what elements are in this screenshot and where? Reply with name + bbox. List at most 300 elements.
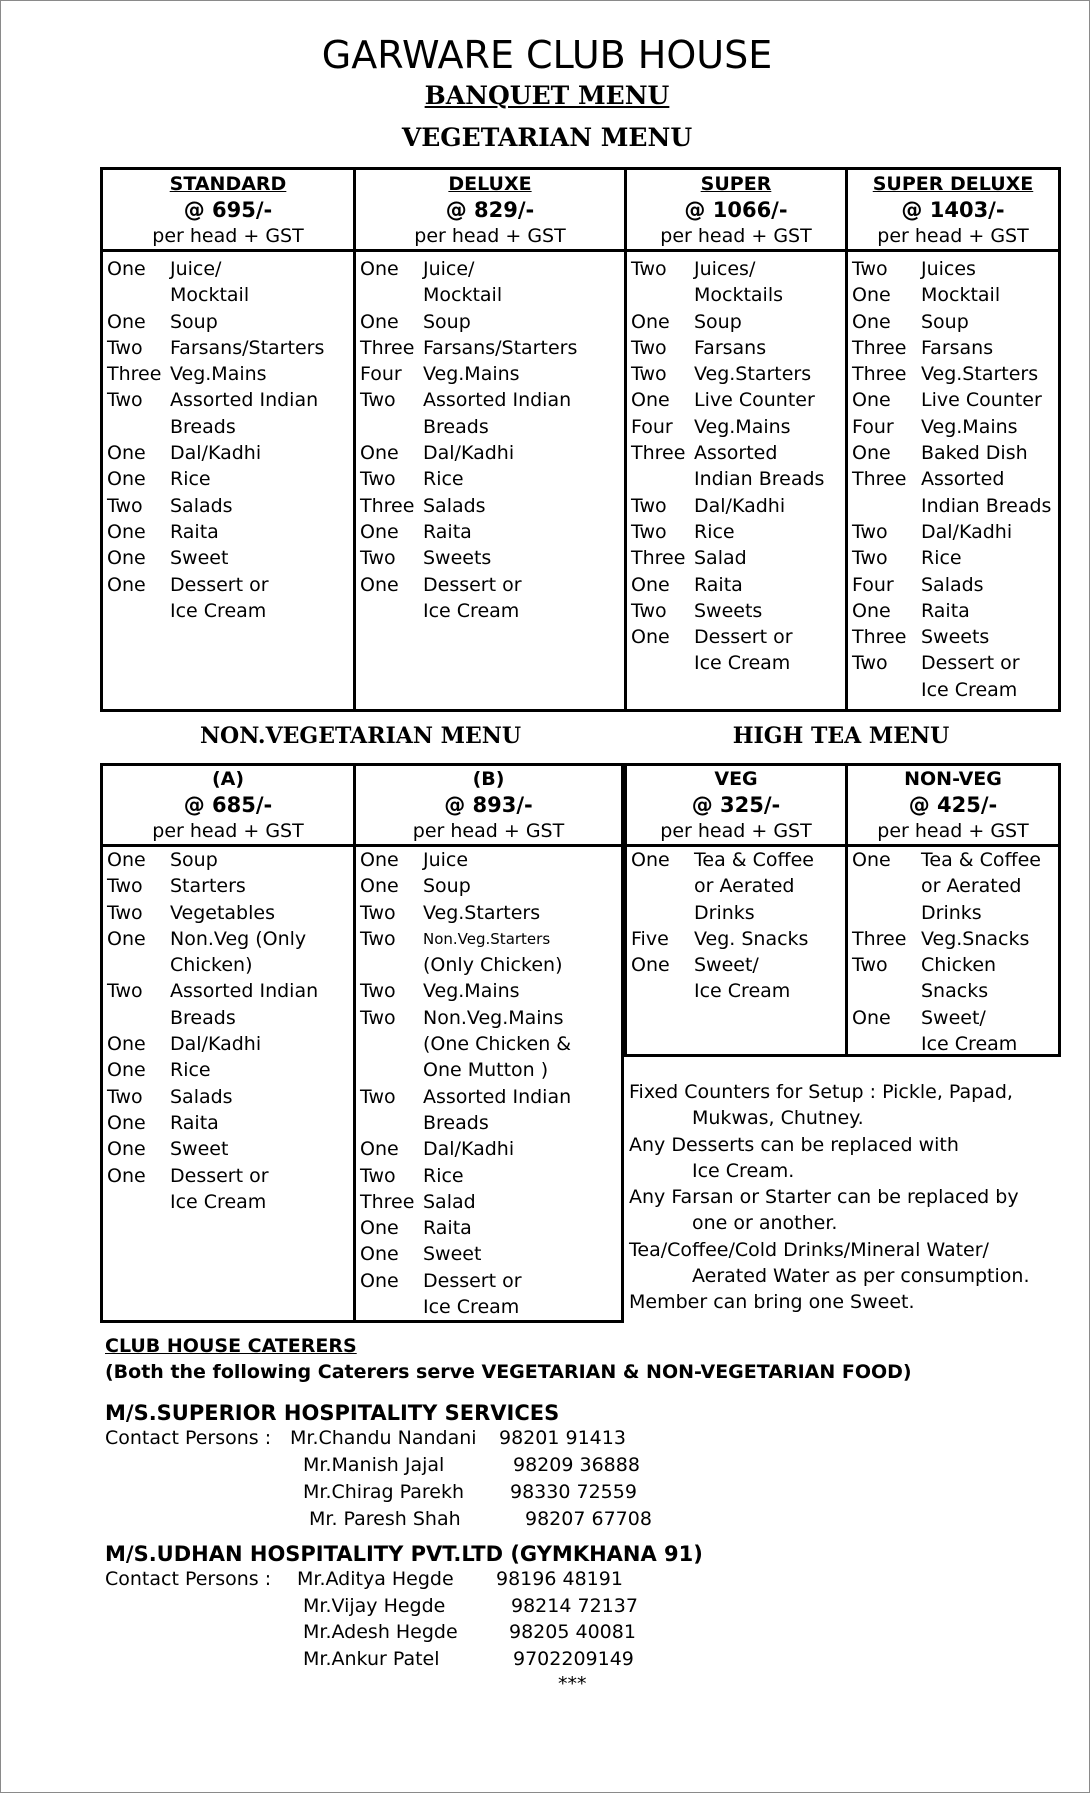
- item-name: Non.Veg.Starters: [423, 929, 551, 948]
- item-name: Dal/Kadhi: [423, 442, 515, 465]
- item-name: Farsans: [694, 336, 767, 359]
- item-name: Juice/: [170, 258, 222, 280]
- menu-item-row: [852, 545, 1058, 571]
- item-quantity: Three: [360, 494, 415, 517]
- non-vegetarian-menu-table: [100, 763, 624, 1323]
- package-items: [356, 256, 624, 624]
- menu-item-row: [852, 387, 1058, 413]
- item-name: Ice Cream: [423, 1296, 520, 1319]
- menu-item-row: [107, 466, 353, 492]
- item-quantity: Two: [631, 336, 667, 359]
- item-name: Ice Cream: [694, 652, 791, 675]
- item-quantity: [631, 900, 694, 926]
- item-quantity: One: [631, 626, 670, 649]
- item-quantity: Two: [360, 927, 396, 950]
- item-quantity: [852, 677, 921, 703]
- item-name: Dal/Kadhi: [694, 494, 786, 517]
- item-name: Ice Cream: [694, 980, 791, 1003]
- item-quantity: [852, 1031, 921, 1057]
- item-quantity: Five: [631, 927, 669, 950]
- item-name: Salad: [423, 1190, 476, 1213]
- menu-item-row: [107, 309, 353, 335]
- item-name: (Only Chicken): [423, 954, 563, 977]
- menu-item-row: [852, 650, 1058, 676]
- item-quantity: One: [107, 468, 146, 491]
- menu-item-row: [107, 361, 353, 387]
- item-quantity: Two: [360, 389, 396, 412]
- menu-item-row: [107, 519, 353, 545]
- menu-item-row: [631, 926, 845, 952]
- item-name: Sweet/: [921, 1006, 986, 1029]
- menu-item-row: [107, 1136, 353, 1162]
- item-name: Live Counter: [921, 389, 1042, 412]
- item-quantity: [631, 650, 694, 676]
- contact-name: Mr.Aditya Hegde: [297, 1568, 454, 1590]
- menu-item-row: [360, 256, 624, 282]
- item-quantity: Two: [631, 494, 667, 517]
- item-quantity: One: [852, 1006, 891, 1029]
- item-name: Breads: [423, 1111, 489, 1134]
- item-name: Rice: [694, 520, 735, 543]
- item-name: Assorted Indian: [423, 389, 572, 412]
- item-quantity: [360, 1031, 423, 1057]
- menu-item-row: [360, 952, 621, 978]
- menu-item-row: [631, 545, 845, 571]
- item-quantity: [360, 598, 423, 624]
- caterer-name: M/S.SUPERIOR HOSPITALITY SERVICES: [105, 1401, 560, 1425]
- package-price: @ 695/-: [183, 198, 273, 222]
- package-price: @ 1403/-: [901, 198, 1005, 222]
- package-per-head: per head + GST: [660, 225, 812, 247]
- menu-item-row: [360, 493, 624, 519]
- menu-item-row: [852, 847, 1058, 873]
- item-quantity: Four: [631, 415, 673, 438]
- item-name: Dal/Kadhi: [921, 520, 1013, 543]
- item-quantity: Four: [852, 573, 894, 596]
- contact-phone: 98214 72137: [511, 1595, 638, 1617]
- item-quantity: One: [360, 310, 399, 333]
- menu-item-row: [360, 1057, 621, 1083]
- item-name: Soup: [423, 875, 471, 898]
- item-name: Live Counter: [694, 389, 815, 412]
- item-name: Salads: [921, 573, 984, 596]
- item-name: Mocktail: [170, 284, 250, 307]
- item-name: Soup: [694, 310, 742, 333]
- menu-item-row: [107, 387, 353, 413]
- menu-item-row: [360, 873, 621, 899]
- menu-item-row: [360, 572, 624, 598]
- menu-item-row: [631, 519, 845, 545]
- contact-name: Mr.Manish Jajal: [303, 1454, 445, 1476]
- package-name: DELUXE: [448, 173, 532, 195]
- contact-phone: 98196 48191: [496, 1568, 623, 1590]
- item-name: Mocktail: [423, 284, 503, 307]
- item-name: or Aerated: [921, 875, 1022, 898]
- menu-item-row: [631, 440, 845, 466]
- item-quantity: Two: [107, 1085, 143, 1108]
- item-name: Farsans/Starters: [423, 336, 578, 359]
- item-name: Sweet: [423, 1243, 482, 1266]
- package-items: [356, 847, 621, 1320]
- menu-notes: [629, 1079, 1084, 1316]
- note-line: Any Desserts can be replaced with: [629, 1133, 959, 1156]
- menu-item-row: [852, 440, 1058, 466]
- menu-item-row: [360, 1031, 621, 1057]
- item-name: Juice: [423, 849, 469, 871]
- item-name: Dal/Kadhi: [170, 1033, 262, 1056]
- menu-item-row: [107, 926, 353, 952]
- menu-item-row: [107, 440, 353, 466]
- item-name: Dessert or: [694, 626, 793, 649]
- item-name: Salads: [170, 494, 233, 517]
- menu-item-row: [107, 1163, 353, 1189]
- nonveg-col-a: [103, 766, 353, 1320]
- item-name: Breads: [170, 1006, 236, 1029]
- package-name: SUPER DELUXE: [872, 173, 1034, 195]
- item-quantity: Two: [360, 547, 396, 570]
- package-per-head: per head + GST: [414, 225, 566, 247]
- item-name: Salads: [423, 494, 486, 517]
- menu-item-row: [360, 335, 624, 361]
- item-name: Veg. Snacks: [694, 927, 809, 950]
- menu-item-row: [631, 361, 845, 387]
- menu-item-row: [107, 978, 353, 1004]
- item-quantity: Three: [852, 927, 907, 950]
- item-quantity: Two: [360, 1164, 396, 1187]
- menu-item-row: [631, 282, 845, 308]
- item-name: Ice Cream: [170, 1190, 267, 1213]
- item-quantity: [107, 414, 170, 440]
- item-quantity: Two: [852, 547, 888, 570]
- package-per-head: per head + GST: [660, 820, 812, 842]
- item-name: Rice: [170, 1059, 211, 1082]
- item-name: Raita: [170, 520, 219, 543]
- contact-phone: 98330 72559: [510, 1481, 637, 1503]
- item-quantity: One: [107, 1164, 146, 1187]
- item-name: Sweets: [921, 626, 990, 649]
- item-quantity: Two: [360, 980, 396, 1003]
- veg-col-standard: [103, 170, 353, 709]
- item-quantity: Two: [852, 258, 888, 280]
- contact-name: Mr.Ankur Patel: [303, 1648, 440, 1670]
- package-items: [103, 847, 353, 1215]
- item-name: Rice: [921, 547, 962, 570]
- menu-item-row: [631, 900, 845, 926]
- item-name: Veg.Starters: [921, 363, 1039, 386]
- package-price: @ 893/-: [444, 793, 533, 817]
- item-quantity: Two: [107, 875, 143, 898]
- item-quantity: One: [360, 520, 399, 543]
- menu-item-row: [360, 1294, 621, 1320]
- contact-phone: 98207 67708: [525, 1508, 652, 1530]
- item-quantity: One: [107, 1138, 146, 1161]
- menu-item-row: [107, 1057, 353, 1083]
- package-items: [848, 847, 1058, 1057]
- item-quantity: Three: [852, 626, 907, 649]
- item-name: Farsans: [921, 336, 994, 359]
- item-name: Rice: [423, 468, 464, 491]
- item-name: Juices: [921, 258, 976, 280]
- item-quantity: [852, 873, 921, 899]
- contact-persons-label: Contact Persons :: [105, 1427, 272, 1449]
- menu-item-row: [107, 598, 353, 624]
- menu-item-row: [631, 335, 845, 361]
- item-name: Veg.Mains: [921, 415, 1018, 438]
- item-quantity: One: [631, 954, 670, 977]
- item-name: Salad: [694, 547, 747, 570]
- item-name: Dessert or: [423, 1269, 522, 1292]
- menu-item-row: [107, 873, 353, 899]
- item-name: Assorted: [921, 468, 1005, 491]
- item-quantity: One: [631, 849, 670, 871]
- menu-item-row: [360, 1215, 621, 1241]
- menu-item-row: [631, 466, 845, 492]
- menu-item-row: [360, 598, 624, 624]
- item-quantity: One: [360, 875, 399, 898]
- menu-item-row: [852, 900, 1058, 926]
- item-name: Assorted Indian: [423, 1085, 572, 1108]
- item-name: Snacks: [921, 980, 989, 1003]
- item-quantity: Two: [107, 336, 143, 359]
- menu-item-row: [107, 952, 353, 978]
- item-name: Indian Breads: [694, 468, 825, 491]
- menu-item-row: [852, 282, 1058, 308]
- item-quantity: [631, 466, 694, 492]
- item-quantity: One: [107, 310, 146, 333]
- note-line: Tea/Coffee/Cold Drinks/Mineral Water/: [629, 1238, 989, 1261]
- item-name: Drinks: [921, 901, 982, 924]
- menu-item-row: [360, 466, 624, 492]
- menu-item-row: [852, 1031, 1058, 1057]
- item-quantity: Two: [107, 901, 143, 924]
- item-quantity: [360, 414, 423, 440]
- item-quantity: One: [360, 1269, 399, 1292]
- item-name: Juice/: [423, 258, 475, 280]
- menu-item-row: [852, 677, 1058, 703]
- nonveg-col-b: [353, 766, 621, 1320]
- contact-phone: 9702209149: [513, 1648, 634, 1670]
- veg-col-deluxe: [353, 170, 624, 709]
- contact-persons-label: Contact Persons :: [105, 1568, 272, 1590]
- note-line: Mukwas, Chutney.: [692, 1107, 864, 1130]
- menu-item-row: [852, 598, 1058, 624]
- menu-item-row: [107, 545, 353, 571]
- item-name: Soup: [170, 310, 218, 333]
- item-quantity: [107, 598, 170, 624]
- package-price: @ 829/-: [445, 198, 535, 222]
- note-line: Any Farsan or Starter can be replaced by: [629, 1186, 1019, 1209]
- club-title: GARWARE CLUB HOUSE: [321, 33, 773, 77]
- menu-item-row: [631, 387, 845, 413]
- package-items: [848, 256, 1058, 703]
- caterer-name: M/S.UDHAN HOSPITALITY PVT.LTD (GYMKHANA 91): [105, 1542, 703, 1566]
- menu-item-row: [360, 414, 624, 440]
- menu-item-row: [631, 624, 845, 650]
- item-quantity: Two: [107, 389, 143, 412]
- contact-phone: 98201 91413: [499, 1427, 626, 1449]
- contact-name: Mr.Adesh Hegde: [303, 1621, 458, 1643]
- item-quantity: Three: [852, 468, 907, 491]
- item-name: Mocktail: [921, 284, 1001, 307]
- item-quantity: Three: [360, 1190, 415, 1213]
- item-quantity: [360, 282, 423, 308]
- item-quantity: One: [360, 442, 399, 465]
- item-name: Assorted Indian: [170, 389, 319, 412]
- item-name: Dessert or: [170, 573, 269, 596]
- item-quantity: One: [852, 389, 891, 412]
- menu-item-row: [107, 847, 353, 873]
- item-quantity: [852, 493, 921, 519]
- menu-item-row: [107, 1031, 353, 1057]
- item-name: Dessert or: [170, 1164, 269, 1187]
- item-name: Chicken): [170, 954, 253, 977]
- item-name: Assorted: [694, 442, 778, 465]
- item-quantity: One: [852, 849, 891, 871]
- item-quantity: Two: [852, 520, 888, 543]
- hightea-col-nonveg: [845, 766, 1058, 1054]
- item-name: Soup: [921, 310, 969, 333]
- menu-item-row: [631, 952, 845, 978]
- package-name: NON-VEG: [904, 768, 1002, 790]
- menu-item-row: [107, 572, 353, 598]
- package-price: @ 425/-: [908, 793, 998, 817]
- menu-item-row: [360, 282, 624, 308]
- item-name: Sweet/: [694, 954, 759, 977]
- item-name: Sweets: [423, 547, 492, 570]
- caterers-heading: CLUB HOUSE CATERERS: [105, 1335, 357, 1357]
- menu-item-row: [631, 650, 845, 676]
- item-quantity: One: [107, 573, 146, 596]
- menu-item-row: [852, 519, 1058, 545]
- item-quantity: One: [107, 547, 146, 570]
- menu-item-row: [852, 466, 1058, 492]
- menu-item-row: [360, 1163, 621, 1189]
- package-per-head: per head + GST: [412, 820, 565, 842]
- non-vegetarian-menu-heading: NON.VEGETARIAN MENU: [199, 723, 522, 749]
- menu-item-row: [360, 1136, 621, 1162]
- contact-phone: 98205 40081: [509, 1621, 636, 1643]
- item-quantity: Two: [360, 468, 396, 491]
- menu-item-row: [631, 598, 845, 624]
- item-name: Indian Breads: [921, 494, 1052, 517]
- item-quantity: One: [360, 573, 399, 596]
- item-quantity: Two: [852, 652, 888, 675]
- item-name: Ice Cream: [170, 599, 267, 622]
- note-line: one or another.: [692, 1212, 838, 1235]
- contact-name: Mr.Vijay Hegde: [303, 1595, 446, 1617]
- item-name: Non.Veg (Only: [170, 927, 307, 950]
- item-name: Rice: [170, 468, 211, 491]
- hightea-col-veg: [624, 766, 845, 1054]
- item-name: Dessert or: [921, 652, 1020, 675]
- menu-item-row: [107, 414, 353, 440]
- package-price: @ 685/-: [183, 793, 273, 817]
- menu-item-row: [360, 545, 624, 571]
- item-quantity: One: [107, 1033, 146, 1056]
- menu-item-row: [107, 1110, 353, 1136]
- item-name: Tea & Coffee: [694, 849, 814, 871]
- menu-item-row: [852, 256, 1058, 282]
- caterers-subheading: (Both the following Caterers serve VEGETARIAN & NON-VEGETARIAN FOOD): [105, 1361, 912, 1383]
- vegetarian-menu-table: [100, 167, 1061, 712]
- menu-item-row: [631, 572, 845, 598]
- item-name: Ice Cream: [921, 1033, 1018, 1056]
- note-line: Member can bring one Sweet.: [629, 1291, 915, 1314]
- item-quantity: Three: [107, 363, 162, 386]
- item-quantity: One: [852, 284, 891, 307]
- package-name: (B): [472, 768, 505, 790]
- contact-name: Mr.Chandu Nandani: [290, 1427, 477, 1449]
- item-quantity: One: [852, 599, 891, 622]
- menu-item-row: [107, 1005, 353, 1031]
- package-name: STANDARD: [169, 173, 287, 195]
- item-name: Raita: [423, 520, 472, 543]
- menu-item-row: [852, 572, 1058, 598]
- menu-item-row: [631, 978, 845, 1004]
- veg-col-super: [624, 170, 845, 709]
- menu-item-row: [107, 335, 353, 361]
- package-per-head: per head + GST: [877, 225, 1029, 247]
- contact-name: Mr.Chirag Parekh: [303, 1481, 465, 1503]
- package-price: @ 325/-: [691, 793, 781, 817]
- item-name: Veg.Mains: [694, 415, 791, 438]
- item-name: Drinks: [694, 901, 755, 924]
- menu-item-row: [360, 926, 621, 952]
- menu-item-row: [107, 1084, 353, 1110]
- menu-item-row: [631, 414, 845, 440]
- menu-item-row: [107, 256, 353, 282]
- item-name: Sweet: [170, 1138, 229, 1161]
- menu-item-row: [852, 952, 1058, 978]
- item-quantity: One: [631, 573, 670, 596]
- menu-item-row: [631, 256, 845, 282]
- item-quantity: One: [631, 310, 670, 333]
- item-name: Juices/: [694, 258, 756, 280]
- menu-item-row: [360, 847, 621, 873]
- item-name: Mocktails: [694, 284, 784, 307]
- menu-item-row: [360, 1268, 621, 1294]
- item-name: Salads: [170, 1085, 233, 1108]
- package-items: [627, 847, 845, 1005]
- item-name: Raita: [921, 599, 970, 622]
- item-quantity: Two: [360, 1006, 396, 1029]
- item-name: Sweet: [170, 547, 229, 570]
- item-quantity: Two: [631, 520, 667, 543]
- item-quantity: One: [107, 1059, 146, 1082]
- package-name: VEG: [714, 768, 758, 790]
- item-quantity: [107, 282, 170, 308]
- item-quantity: One: [107, 1111, 146, 1134]
- item-quantity: [107, 1005, 170, 1031]
- package-price: @ 1066/-: [684, 198, 788, 222]
- item-name: Baked Dish: [921, 442, 1028, 465]
- note-line: Fixed Counters for Setup : Pickle, Papad,: [629, 1081, 1013, 1103]
- contact-phone: 98209 36888: [513, 1454, 640, 1476]
- item-name: (One Chicken &: [423, 1033, 572, 1056]
- item-quantity: One: [360, 849, 399, 871]
- menu-item-row: [360, 519, 624, 545]
- item-name: Raita: [170, 1111, 219, 1134]
- package-per-head: per head + GST: [152, 225, 304, 247]
- item-quantity: One: [360, 1243, 399, 1266]
- menu-item-row: [852, 1005, 1058, 1031]
- item-name: or Aerated: [694, 875, 795, 898]
- menu-item-row: [631, 873, 845, 899]
- item-quantity: One: [360, 1138, 399, 1161]
- menu-item-row: [360, 440, 624, 466]
- item-name: Starters: [170, 875, 246, 898]
- item-name: Soup: [170, 849, 218, 871]
